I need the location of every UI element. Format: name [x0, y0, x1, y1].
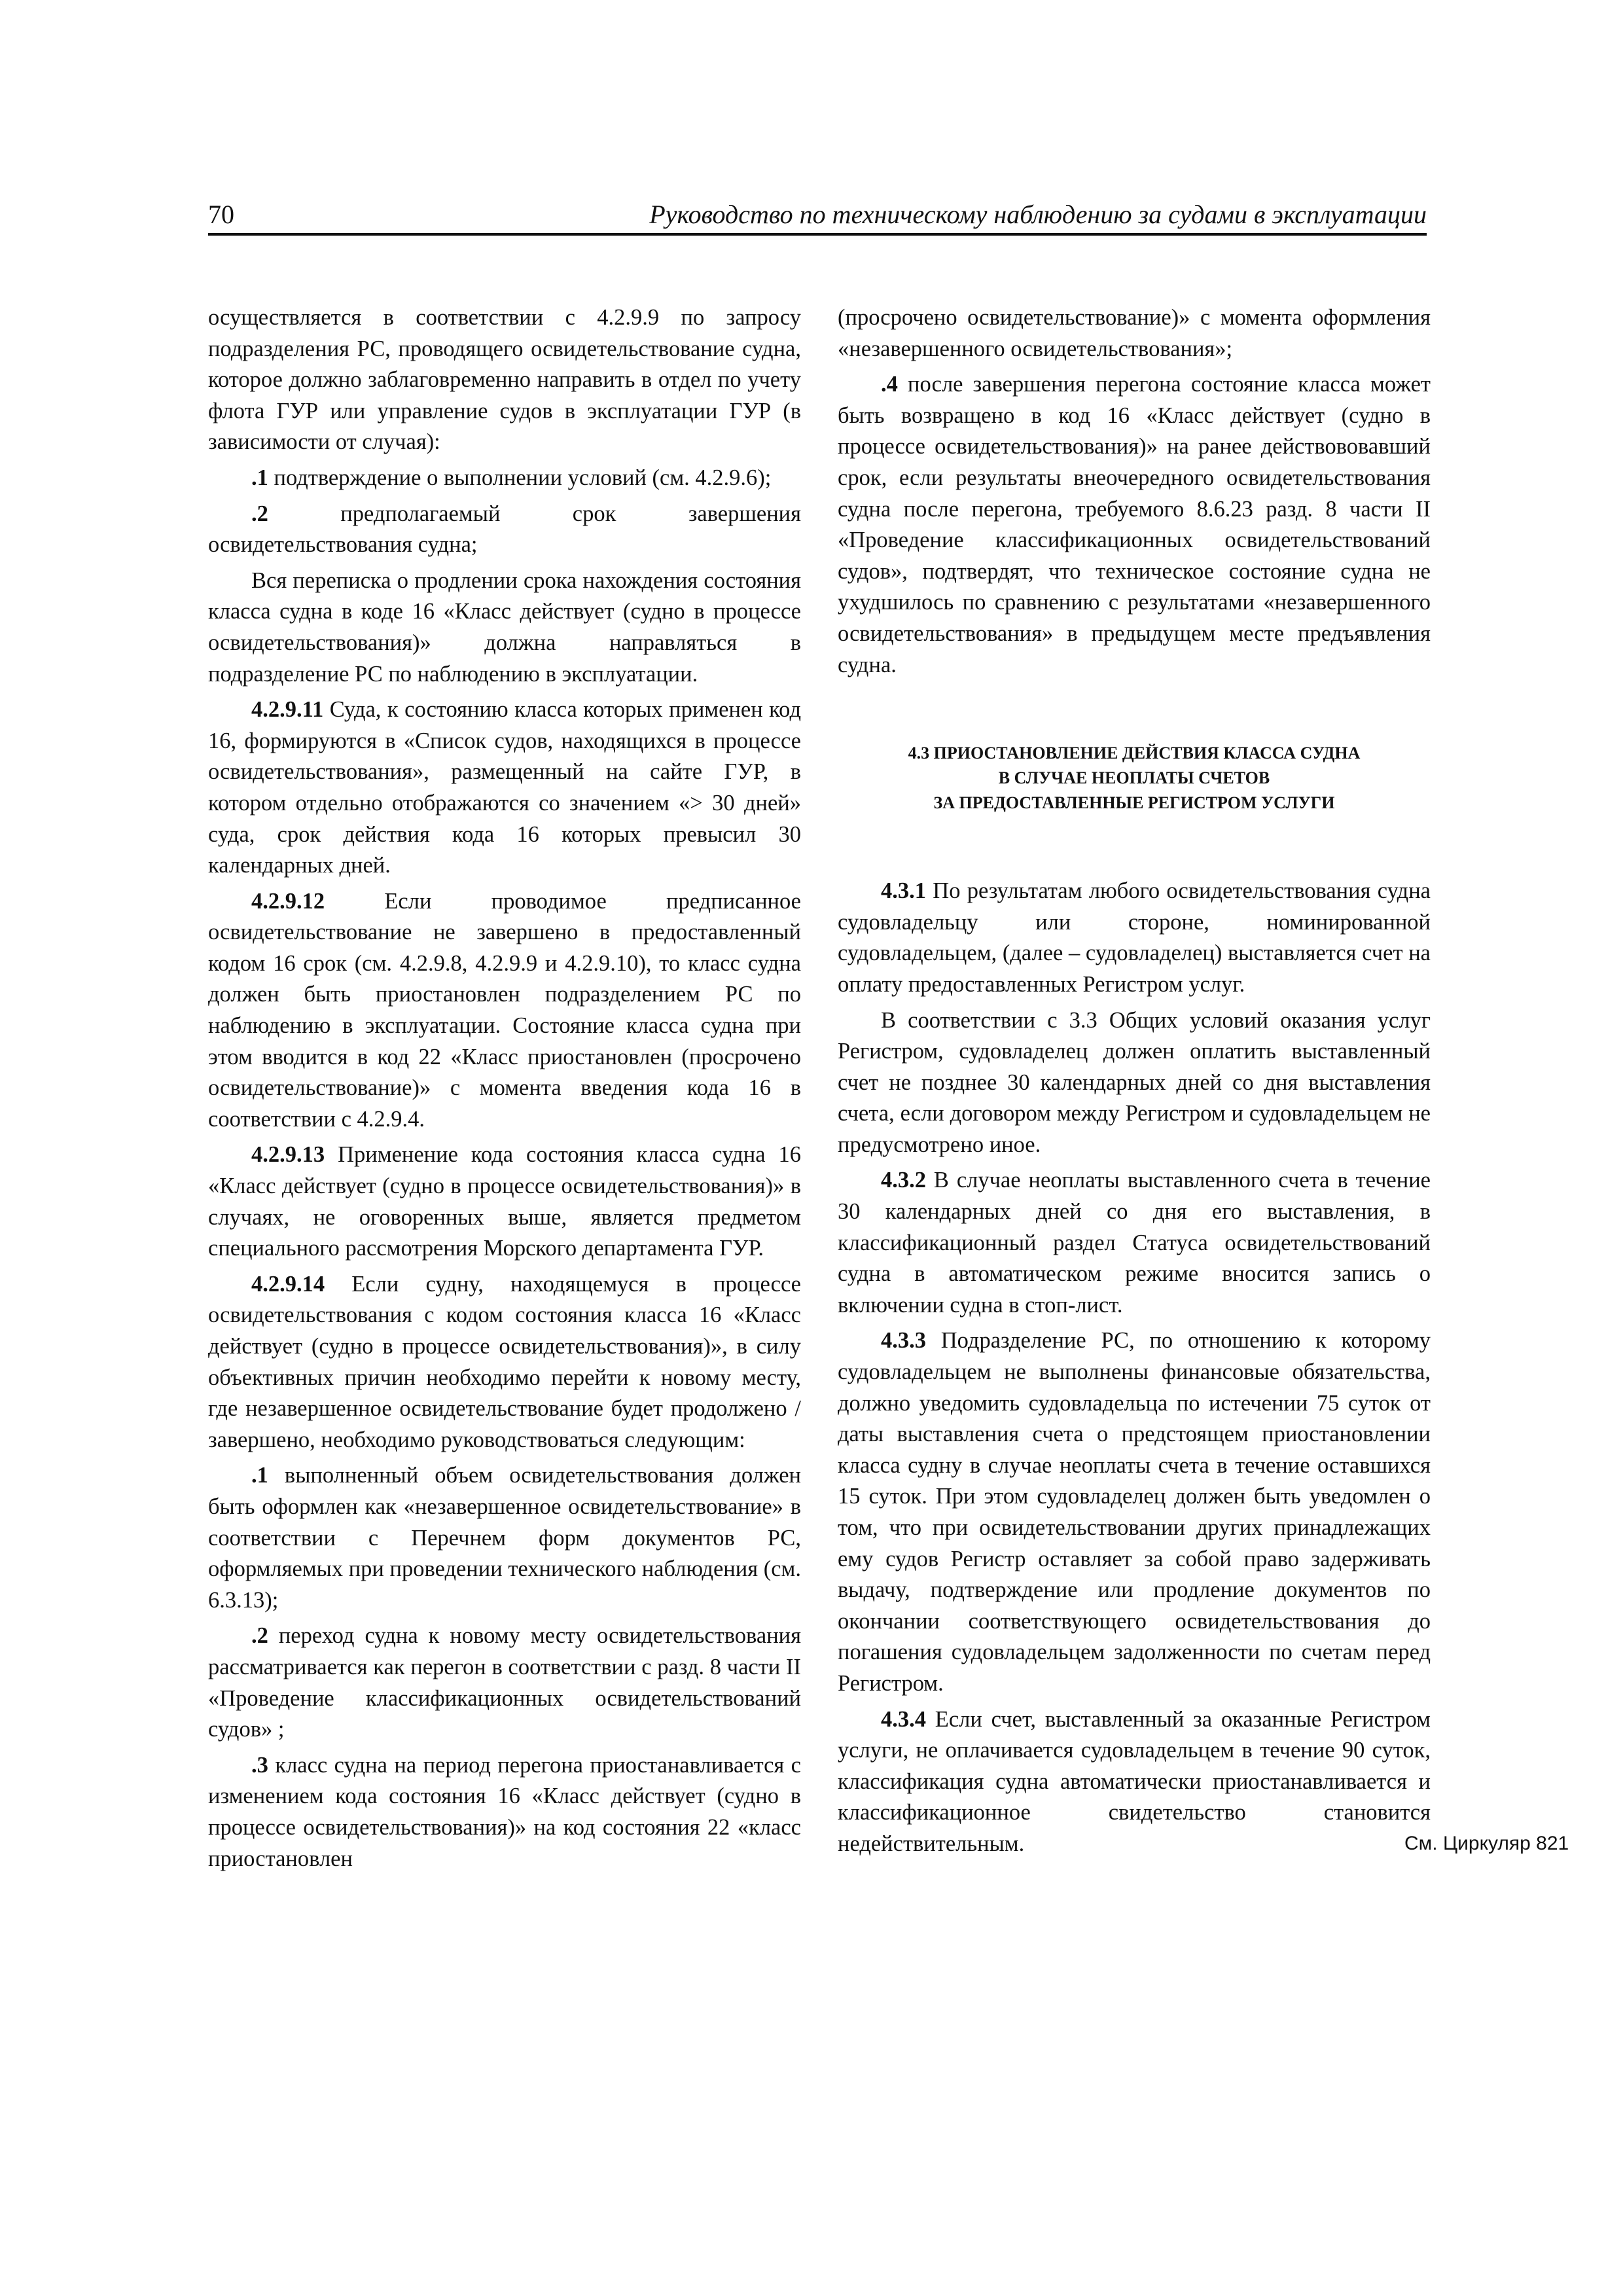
page-number: 70 — [208, 200, 234, 229]
clause — [208, 1139, 801, 1264]
item-text: после завершения перегона состояние класса может быть возвращено в код 16 «Класс действует (судно в процессе освидетельствования)» на ранее действововавший срок, если результаты внеочередного освидетельствования судна после перегона, требуемого 8.6.23 разд. 8 части II «Проведение классификационных освидетельствований судов», подтвердят, что техническое состояние судна не ухудшилось по сравнению с результатами «незавершенного освидетельствования» в предыдущем месте предъявления судна. — [838, 372, 1431, 677]
clause-text: Суда, к состоянию класса которых применен код 16, формируются в «Список судов, находящихся в процессе освидетельствования», размещенный на сайте ГУР, в котором отдельно отображаются со значением «> 30 дней» суда, срок действия кода 16 которых превысил 30 календарных дней. — [208, 697, 801, 878]
list-item — [838, 369, 1431, 681]
item-text: выполненный объем освидетельствования должен быть оформлен как «незавершенное освидетельствование» в соответствии с Перечнем форм документов РС, оформляемых при проведении технического наблюдения (см. 6.3.13); — [208, 1463, 801, 1613]
clause-number: 4.2.9.12 — [251, 888, 325, 914]
clause-number: 4.3.4 — [881, 1706, 926, 1732]
clause — [208, 886, 801, 1136]
item-text: предполагаемый срок завершения освидетельствования судна; — [208, 501, 801, 558]
clause — [208, 694, 801, 882]
clause-text: Если проводимое предписанное освидетельствование не завершено в предоставленный кодом 16 срок (см. 4.2.9.8, 4.2.9.9 и 4.2.9.10), то класс судна должен быть приостановлен подразделением РС по наблюдению в эксплуатации. Состояние класса судна при этом вводится в код 22 «Класс приостановлен (просрочено освидетельствование)» с момента введения кода 16 в соответствии с 4.2.9.4. — [208, 888, 801, 1132]
clause — [208, 1269, 801, 1456]
clause — [838, 1165, 1431, 1321]
page-header — [208, 196, 1427, 236]
item-text: класс судна на период перегона приостанавливается с изменением кода состояния 16 «Класс действует (судно в процессе освидетельствования)» на код состояния 22 «класс приостановлен — [208, 1752, 801, 1871]
item-text: подтверждение о выполнении условий (см. 4.2.9.6); — [268, 465, 772, 490]
clause-number: 4.3.2 — [881, 1168, 926, 1193]
list-item — [208, 499, 801, 561]
left-column — [208, 302, 801, 1874]
paragraph: (просрочено освидетельствование)» с момента оформления «незавершенного освидетельствования»; — [838, 305, 1431, 361]
list-item — [208, 1460, 801, 1616]
paragraph: осуществляется в соответствии с 4.2.9.9 по запросу подразделения РС, проводящего освидетельствование судна, которое должно заблаговременно направить в отдел по учету флота ГУР или управление судов в эксплуатации ГУР (в зависимости от случая): — [208, 305, 801, 455]
clause-text: По результатам любого освидетельствования судна судовладельцу или стороне, номинированной судовладельцем, (далее – судовладелец) выставляется счет на оплату предоставленных Регистром услуг. — [838, 878, 1431, 997]
clause-text: Применение кода состояния класса судна 16 «Класс действует (судно в процессе освидетельствования)» в случаях, не оговоренных выше, является предметом специального рассмотрения Морского департамента ГУР. — [208, 1142, 801, 1261]
list-item — [208, 1750, 801, 1874]
clause-number: 4.2.9.14 — [251, 1271, 325, 1297]
item-number: .2 — [251, 501, 268, 526]
clause-number: 4.3.1 — [881, 878, 926, 904]
list-item — [208, 463, 801, 494]
item-number: .4 — [881, 372, 898, 397]
paragraph: В соответствии с 3.3 Общих условий оказания услуг Регистром, судовладелец должен оплатить выставленный счет не позднее 30 календарных дней со дня выставления счета, если договором между Регистром и судовладельцем не предусмотрено иное. — [838, 1007, 1431, 1157]
paragraph: Вся переписка о продлении срока нахождения состояния класса судна в коде 16 «Класс действует (судно в процессе освидетельствования)» должна направляться в подразделение РС по наблюдению в эксплуатации. — [208, 567, 801, 687]
clause-number: 4.3.3 — [881, 1328, 926, 1354]
clause-number: 4.2.9.13 — [251, 1142, 325, 1168]
clause-number: 4.2.9.11 — [251, 697, 324, 723]
clause — [838, 1704, 1431, 1860]
item-text: переход судна к новому месту освидетельствования рассматривается как перегон в соответствии с разд. 8 части II «Проведение классификационных освидетельствований судов» ; — [208, 1623, 801, 1742]
item-number: .1 — [251, 1463, 268, 1488]
clause-text: В случае неоплаты выставленного счета в течение 30 календарных дней со дня его выставления, в классификационный раздел Статуса освидетельствований судна в автоматическом режиме вносится запись о включении судна в стоп-лист. — [838, 1168, 1431, 1318]
item-number: .2 — [251, 1623, 268, 1649]
section-heading: 4.3 ПРИОСТАНОВЛЕНИЕ ДЕЙСТВИЯ КЛАССА СУДНА В СЛУЧАЕ НЕОПЛАТЫ СЧЕТОВ ЗА ПРЕДОСТАВЛЕННЫЕ РЕГИСТРОМ УСЛУГИ — [908, 744, 1361, 813]
right-column — [838, 302, 1431, 1860]
item-number: .1 — [251, 465, 268, 490]
clause-text: Если судну, находящемуся в процессе освидетельствования с кодом состояния класса 16 «Класс действует (судно в процессе освидетельствования)», в силу объективных причин необходимо перейти к новому месту, где незавершенное освидетельствование будет продолжено / завершено, необходимо руководствоваться следующим: — [208, 1271, 801, 1452]
clause-text: Если счет, выставленный за оказанные Регистром услуги, не оплачивается судовладельцем в течение 90 суток, классификация судна автоматически приостанавливается и классификационное свидетельство становится недействительным. — [838, 1706, 1431, 1856]
margin-note-circular[interactable]: См. Циркуляр 821 — [1404, 1833, 1569, 1854]
clause — [838, 1325, 1431, 1699]
clause — [838, 876, 1431, 1000]
list-item — [208, 1621, 801, 1745]
item-number: .3 — [251, 1752, 268, 1778]
running-title: Руководство по техническому наблюдению за судами в эксплуатации — [649, 200, 1427, 229]
clause-text: Подразделение РС, по отношению к которому судовладельцем не выполнены финансовые обязательства, должно уведомить судовладельца по истечении 75 суток от даты выставления счета о предстоящем приостановлении класса судну в случае неоплаты счета в течение оставшихся 15 суток. При этом судовладелец должен быть уведомлен о том, что при освидетельствовании других принадлежащих ему судов Регистр оставляет за собой право задерживать выдачу, подтверждение или продление документов по окончании соответствующего освидетельствования до погашения судовладельцем задолженности по счетам перед Регистром. — [838, 1328, 1431, 1696]
